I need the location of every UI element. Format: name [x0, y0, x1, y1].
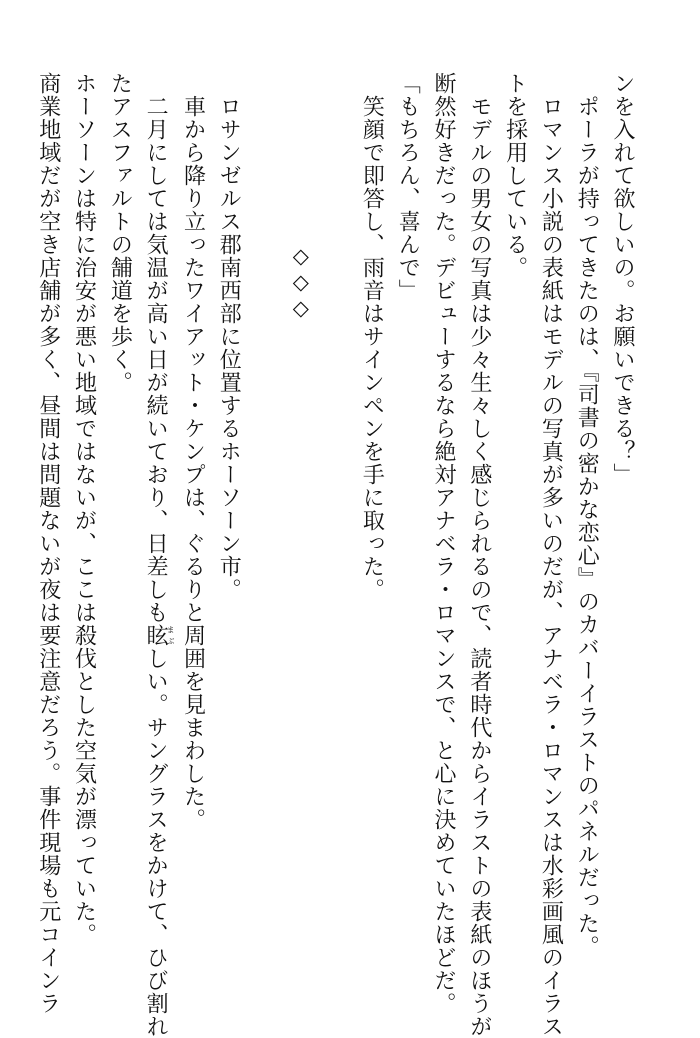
ruby-reading: まぶ	[166, 624, 176, 647]
text-line-6: 断然好きだった。デビューするなら絶対アナベラ・ロマンスで、と心に決めていたほどだ。	[431, 72, 457, 1015]
text-line-8: 笑顔で即答し、雨音はサインペンを手に取った。	[359, 95, 385, 601]
text-segment: 二月にしては気温が高い日が続いており、日差しも	[143, 95, 169, 624]
text-line-3: ロマンス小説の表紙はモデルの写真が多いのだが、アナベラ・ロマンスは水彩画風のイラス	[538, 95, 564, 1038]
text-line-2: ポーラが持ってきたのは、『司書の密かな恋心』のカバーイラストのパネルだった。	[574, 95, 600, 958]
vertical-text-body	[30, 72, 640, 1038]
scene-separator: ◇◇◇	[288, 244, 313, 322]
ruby-base: 眩	[143, 624, 169, 647]
text-line-10: 車から降り立ったワイアット・ケンプは、ぐるりと周囲を見まわした。	[180, 95, 206, 831]
text-line-12: たアスファルトの舗道を歩く。	[107, 72, 133, 394]
blank-column	[318, 72, 354, 972]
blank-column	[246, 72, 282, 972]
text-line-13: ホーソーンは特に治安が悪い地域ではないが、ここは殺伐とした空気が漂っていた。	[71, 72, 97, 946]
text-line-9: ロサンゼルス郡南西部に位置するホーソーン市。	[216, 95, 242, 601]
text-line-7: 「もちろん、喜んで」	[395, 72, 421, 302]
text-line-14: 商業地域だが空き店舗が多く、昼間は問題ないが夜は要注意だろう。事件現場も元コインラ	[35, 72, 61, 1015]
text-line-4: トを採用している。	[502, 72, 528, 279]
text-line-1: ンを入れて欲しいの。お願いできる？」	[610, 72, 635, 486]
ruby-word	[143, 624, 176, 647]
text-segment: しい。サングラスをかけて、ひび割れ	[143, 647, 169, 1038]
text-line-11	[137, 72, 176, 1038]
text-line-5: モデルの男女の写真は少々生々しく感じられるので、読者時代からイラストの表紙のほうが	[466, 95, 492, 1038]
